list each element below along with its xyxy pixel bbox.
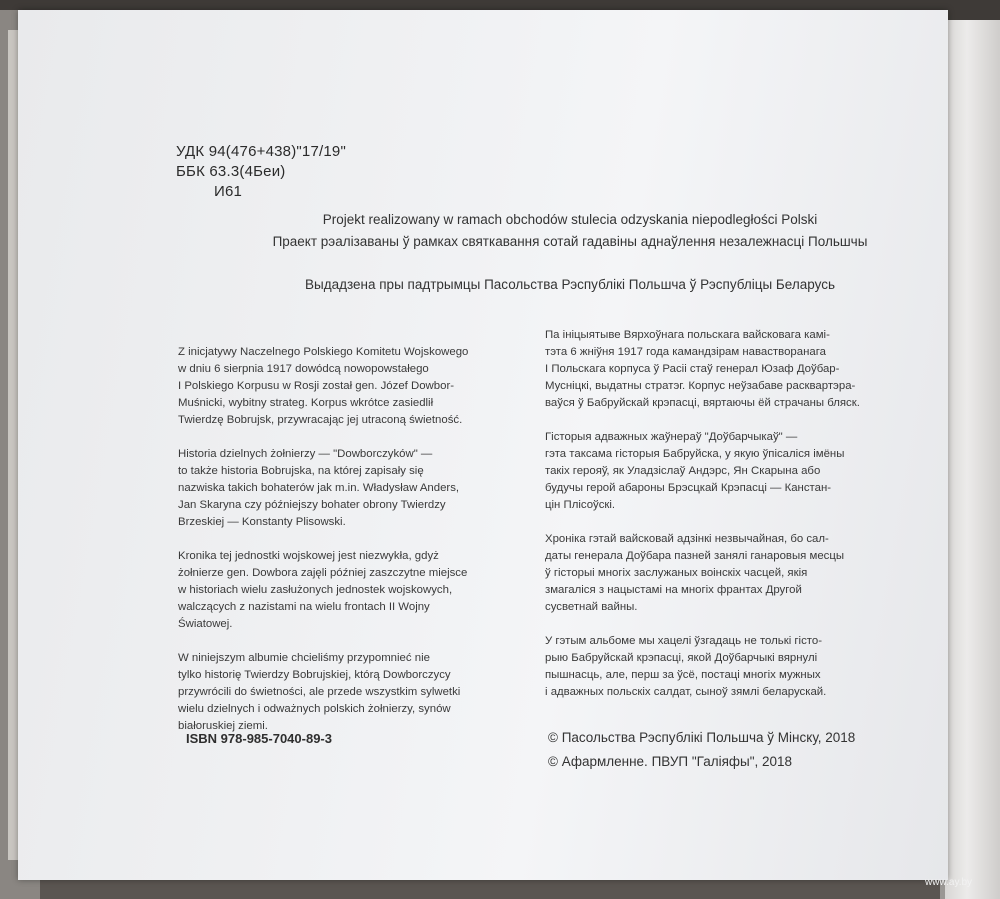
copyright-line: © Афармленне. ПВУП "Галіяфы", 2018 (548, 754, 793, 769)
copyright-line: © Пасольства Рэспублікі Польшча ў Мінску, 2018 (548, 730, 856, 745)
author-code: И61 (214, 183, 243, 200)
bbk-code: ББК 63.3(4Беи) (176, 163, 286, 180)
paragraph: Гісторыя адважных жаўнераў "Доўбарчыкаў" — гэта таксама гісторыя Бабруйска, у якую ўпісаліся імёны такіх герояў, як Уладзіслаў Андэрс, Ян Скарына або будучы герой абароны Брэсцкай Крэпасці — Канстан- цін Плісоўскі. (545, 431, 845, 511)
paragraph: Хроніка гэтай вайсковай адзінкі незвычайная, бо сал- даты генерала Доўбара пазней занялі ганаровыя месцы ў гісторыі многіх заслужаных воінскіх часцей, якія змагаліся з нацыстамі на многіх франтах Другой сусветнай вайны. (545, 533, 845, 613)
project-note-belarusian: Праект рэалізаваны ў рамках святкавання сотай гадавіны аднаўлення незалежнасці Польшчы (272, 234, 868, 249)
paragraph: У гэтым альбоме мы хацелі ўзгадаць не толькі гісто- рыю Бабруйскай крэпасці, якой Доўбарчыкі вярнулі пышнасць, але, перш за ўсё, постаці многіх мужных і адважных польскіх салдат, сыноў зямлі беларускай. (545, 635, 827, 698)
paragraph: W niniejszym albumie chcieliśmy przypomnieć nie tylko historię Twierdzy Bobrujskiej, którą Dowborczycy przywrócili do świetności, ale przede wszystkim sylwetki wielu dzielnych i odważnych polskich żołnierzy, synów białoruskiej ziemi. (178, 652, 461, 732)
book-right-cover (945, 20, 1000, 899)
paragraph: Z inicjatywy Naczelnego Polskiego Komitetu Wojskowego w dniu 6 sierpnia 1917 dowódcą nowopowstałego I Polskiego Korpusu w Rosji został gen. Józef Dowbor- Muśnicki, wybitny strateg. Korpus wkrótce zasiedlił Twierdzę Bobrujsk, przywracając jej utraconą świetność. (178, 346, 469, 426)
isbn: ISBN 978-985-7040-89-3 (186, 731, 332, 746)
paragraph: Kronika tej jednostki wojskowej jest niezwykła, gdyż żołnierze gen. Dowbora zajęli później zaszczytne miejsce w historiach wielu zasłużonych jednostek wojskowych, walczących z nazistami na wielu frontach II Wojny Światowej. (178, 550, 468, 630)
belarusian-text-column (545, 327, 891, 718)
udk-code: УДК 94(476+438)"17/19" (176, 143, 346, 160)
copyright-block (548, 726, 855, 774)
watermark: www.ay.by (925, 877, 973, 888)
polish-text-column (178, 344, 514, 752)
paragraph: Па ініцыятыве Вярхоўнага польскага вайсковага камі- тэта 6 жніўня 1917 года камандзірам наваствоpанага I Польскага корпуса ў Расіі стаў генерал Юзаф Доўбар- Мусніцкі, выдатны стратэг. Корпус неўзабаве расквартэра- ваўся ў Бабруйскай крэпасці, вяртаючы ёй страчаны бляск. (545, 329, 860, 409)
support-note: Выдадзена пры падтрымцы Пасольства Рэспублікі Польшча ў Рэспубліцы Беларусь (305, 277, 835, 292)
project-note-polish: Projekt realizowany w ramach obchodów stulecia odzyskania niepodległości Polski (322, 212, 818, 227)
paragraph: Historia dzielnych żołnierzy — "Dowborczyków" — to także historia Bobrujska, na której zapisały się nazwiska takich bohaterów jak m.in. Władysław Anders, Jan Skaryna czy późniejszy bohater obrony Twierdzy Brzeskiej — Konstanty Plisowski. (178, 448, 460, 528)
classification-block (176, 142, 346, 202)
